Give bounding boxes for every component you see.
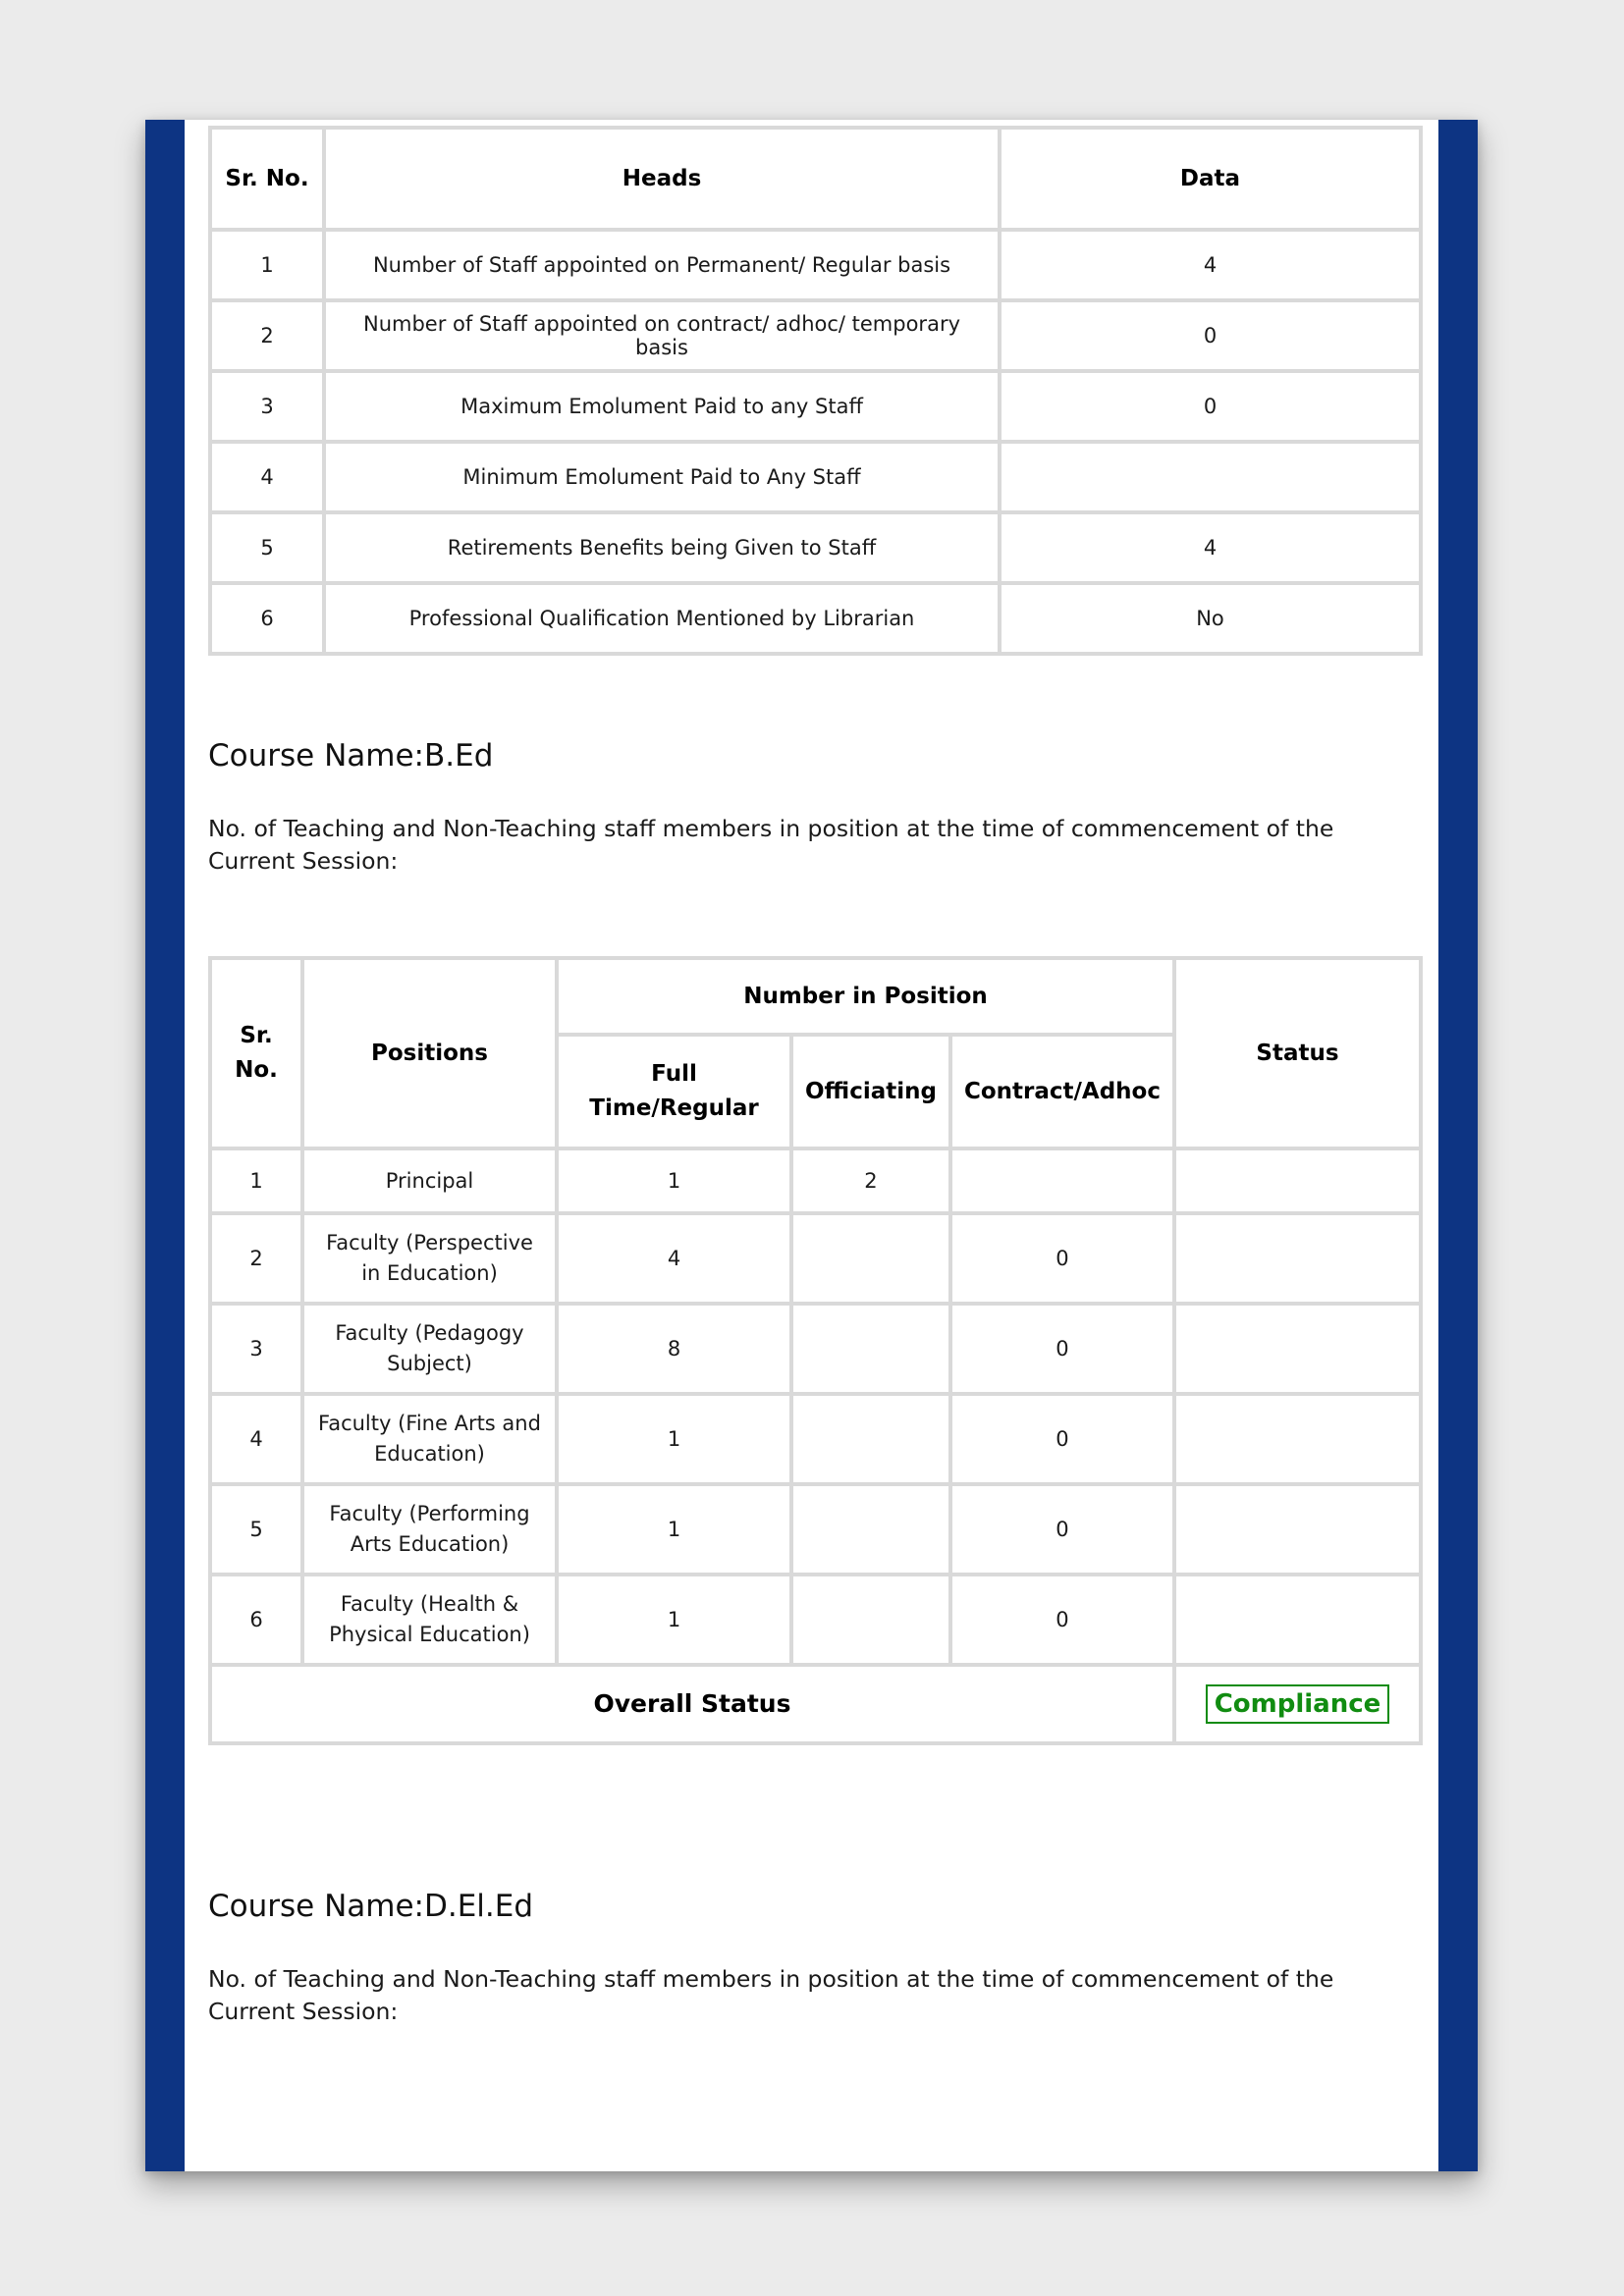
cell-contract: 0 [952,1306,1172,1392]
cell-head: Number of Staff appointed on Permanent/ Regular basis [326,232,998,298]
staff-position-intro-text: No. of Teaching and Non-Teaching staff members in position at the time of commencement of the Current Session: [208,1964,1334,2025]
cell-status [1176,1576,1419,1663]
col-header-officiating: Officiating [793,1037,948,1147]
cell-officiating [793,1396,948,1482]
cell-head: Number of Staff appointed on contract/ adhoc/ temporary basis [326,302,998,369]
table-row [212,1486,1419,1573]
col-header-heads: Heads [326,130,998,228]
staff-position-intro-text: No. of Teaching and Non-Teaching staff members in position at the time of commencement of the Current Session: [208,815,1334,875]
cell-contract [952,1150,1172,1211]
cell-data [1001,444,1419,510]
cell-full-time: 4 [559,1215,789,1302]
overall-status-cell [1176,1667,1419,1741]
cell-officiating: 2 [793,1150,948,1211]
cell-sr: 3 [212,1306,300,1392]
cell-position: Principal [304,1150,555,1211]
col-header-status: Status [1176,960,1419,1147]
table-row [212,1150,1419,1211]
cell-sr: 2 [212,1215,300,1302]
cell-data: 4 [1001,514,1419,581]
overall-status-label: Overall Status [212,1667,1172,1741]
cell-position: Faculty (Fine Arts and Education) [304,1396,555,1482]
cell-full-time: 1 [559,1576,789,1663]
table-row [212,1215,1419,1302]
cell-position: Faculty (Pedagogy Subject) [304,1306,555,1392]
table-row [212,1576,1419,1663]
compliance-status-badge: Compliance [1206,1684,1390,1725]
cell-position: Faculty (Perspective in Education) [304,1215,555,1302]
course-name-deled-title: Course Name:D.El.Ed [208,1888,534,1924]
cell-officiating [793,1215,948,1302]
cell-sr: 4 [212,444,322,510]
cell-officiating [793,1306,948,1392]
cell-head: Minimum Emolument Paid to Any Staff [326,444,998,510]
cell-contract: 0 [952,1486,1172,1573]
cell-data: No [1001,585,1419,652]
cell-sr: 6 [212,1576,300,1663]
staff-position-table [208,956,1423,1745]
col-header-sr-no: Sr. No. [212,130,322,228]
table-row [212,1306,1419,1392]
cell-status [1176,1150,1419,1211]
cell-sr: 4 [212,1396,300,1482]
page-right-border-bar [1438,120,1478,2171]
cell-head: Retirements Benefits being Given to Staff [326,514,998,581]
cell-officiating [793,1486,948,1573]
cell-sr: 3 [212,373,322,440]
cell-sr: 1 [212,232,322,298]
table-row [212,1396,1419,1482]
table-header-row [212,130,1419,228]
table-row [212,514,1419,581]
cell-position: Faculty (Performing Arts Education) [304,1486,555,1573]
document-page [145,120,1478,2171]
table-row [212,444,1419,510]
cell-head: Maximum Emolument Paid to any Staff [326,373,998,440]
cell-sr: 5 [212,1486,300,1573]
staff-summary-table [208,126,1423,656]
overall-status-row [212,1667,1419,1741]
cell-sr: 2 [212,302,322,369]
cell-full-time: 1 [559,1486,789,1573]
cell-data: 4 [1001,232,1419,298]
course-name-bed-title: Course Name:B.Ed [208,738,494,774]
col-header-sr-no: Sr. No. [212,960,300,1147]
cell-contract: 0 [952,1215,1172,1302]
cell-position: Faculty (Health & Physical Education) [304,1576,555,1663]
table-row [212,302,1419,369]
cell-head: Professional Qualification Mentioned by Librarian [326,585,998,652]
cell-status [1176,1306,1419,1392]
col-header-contract-adhoc: Contract/Adhoc [952,1037,1172,1147]
page-left-border-bar [145,120,185,2171]
page-content [208,126,1423,2051]
cell-full-time: 8 [559,1306,789,1392]
cell-full-time: 1 [559,1396,789,1482]
cell-status [1176,1486,1419,1573]
col-header-number-in-position: Number in Position [559,960,1172,1033]
cell-data: 0 [1001,302,1419,369]
col-header-positions: Positions [304,960,555,1147]
col-header-full-time-regular: Full Time/Regular [559,1037,789,1147]
cell-status [1176,1215,1419,1302]
cell-full-time: 1 [559,1150,789,1211]
cell-sr: 5 [212,514,322,581]
cell-sr: 6 [212,585,322,652]
cell-contract: 0 [952,1576,1172,1663]
table-row [212,232,1419,298]
table-row [212,373,1419,440]
cell-contract: 0 [952,1396,1172,1482]
table-row [212,585,1419,652]
cell-data: 0 [1001,373,1419,440]
col-header-data: Data [1001,130,1419,228]
cell-status [1176,1396,1419,1482]
cell-sr: 1 [212,1150,300,1211]
table-header-row-top [212,960,1419,1033]
cell-officiating [793,1576,948,1663]
